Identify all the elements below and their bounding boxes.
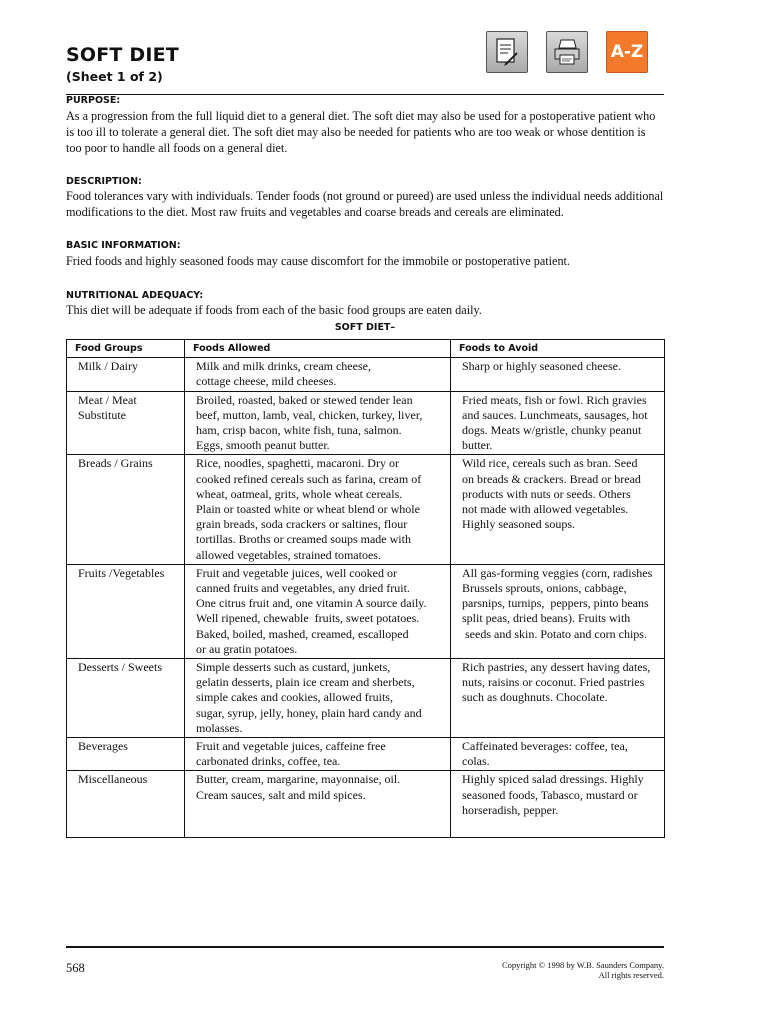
cell-line: Fried meats, fish or fowl. Rich gravies	[462, 392, 647, 407]
food-group-cell: Desserts / Sweets	[67, 659, 185, 738]
cell-line: Rich pastries, any dessert having dates,	[462, 660, 651, 675]
page-subtitle: (Sheet 1 of 2)	[66, 69, 163, 84]
footer-rule	[66, 946, 664, 948]
purpose-heading: PURPOSE:	[66, 95, 121, 106]
foods-to-avoid-cell	[451, 564, 665, 658]
cell-line: Baked, boiled, mashed, creamed, escalloped	[196, 626, 409, 641]
foods-to-avoid-cell	[451, 455, 665, 564]
purpose-text: As a progression from the full liquid diet to a general diet. The soft diet may also be used for a postoperative patient who is too ill to tolerate a general diet. The soft diet may also be needed for patients who are too weak or whose dentition is too poor to handle all foods on a general diet.	[66, 109, 656, 155]
page-number: 568	[66, 961, 85, 975]
document-edit-button[interactable]	[486, 31, 528, 73]
cell-line: or au gratin potatoes.	[196, 641, 298, 656]
cell-line: carbonated drinks, coffee, tea.	[196, 754, 341, 769]
cell-line: tortillas. Broths or creamed soups made with	[196, 532, 411, 547]
cell-line: grain breads, soda crackers or saltines, flour	[196, 517, 408, 532]
description-text: Food tolerances vary with individuals. Tender foods (not ground or pureed) are used unless the individual needs additional modifications to the diet. Most raw fruits and vegetables and coarse breads and cereals are eliminated.	[66, 189, 664, 219]
cell-line: Rice, noodles, spaghetti, macaroni. Dry or	[196, 456, 399, 471]
cell-line: Caffeinated beverages: coffee, tea,	[462, 739, 628, 754]
foods-to-avoid-cell	[451, 659, 665, 738]
foods-allowed-cell	[185, 659, 451, 738]
table-row	[67, 659, 665, 738]
foods-to-avoid-cell	[451, 738, 665, 771]
food-group-cell: Meat / Meat Substitute	[67, 391, 185, 455]
table-header-row	[67, 340, 665, 358]
cell-line: nuts, raisins or coconut. Fried pastries	[462, 675, 645, 690]
food-group-cell: Fruits /Vegetables	[67, 564, 185, 658]
toolbar	[486, 31, 648, 73]
table-row	[67, 771, 665, 838]
basic-information-text: Fried foods and highly seasoned foods may cause discomfort for the immobile or postoperative patient.	[66, 254, 570, 268]
cell-line: Sharp or highly seasoned cheese.	[462, 359, 621, 374]
foods-allowed-cell	[185, 455, 451, 564]
header-rule	[66, 94, 664, 95]
foods-allowed-cell	[185, 391, 451, 455]
page-title: SOFT DIET	[66, 44, 179, 66]
table-row	[67, 391, 665, 455]
table-row	[67, 738, 665, 771]
cell-line: cooked refined cereals such as farina, cream of	[196, 471, 422, 486]
foods-allowed-cell	[185, 738, 451, 771]
nutritional-adequacy-heading: NUTRITIONAL ADEQUACY:	[66, 290, 204, 301]
foods-allowed-cell	[185, 771, 451, 838]
foods-to-avoid-cell	[451, 771, 665, 838]
cell-line: Butter, cream, margarine, mayonnaise, oil.	[196, 772, 401, 787]
column-header-food-groups: Food Groups	[67, 340, 185, 358]
foods-to-avoid-cell	[451, 358, 665, 391]
food-group-cell: Beverages	[67, 738, 185, 771]
document-edit-icon	[494, 37, 520, 67]
cell-line: allowed vegetables, strained tomatoes.	[196, 547, 381, 562]
cell-line: and sauces. Lunchmeats, sausages, hot	[462, 407, 648, 422]
a-z-index-button[interactable]	[606, 31, 648, 73]
copyright-line-2: All rights reserved.	[598, 970, 664, 980]
cell-line: seeds and skin. Potato and corn chips.	[462, 626, 647, 641]
soft-diet-table	[66, 339, 665, 838]
column-header-foods-allowed: Foods Allowed	[185, 340, 451, 358]
cell-line: seasoned foods, Tabasco, mustard or	[462, 787, 638, 802]
cell-line: Fruit and vegetable juices, well cooked or	[196, 565, 397, 580]
table-body	[67, 358, 665, 838]
cell-line: Highly seasoned soups.	[462, 517, 575, 532]
cell-line: sugar, syrup, jelly, honey, plain hard candy and	[196, 705, 422, 720]
cell-line: such as doughnuts. Chocolate.	[462, 690, 608, 705]
food-group-cell: Breads / Grains	[67, 455, 185, 564]
foods-allowed-cell	[185, 564, 451, 658]
foods-allowed-cell	[185, 358, 451, 391]
cell-line: butter.	[462, 438, 493, 453]
cell-line: Well ripened, chewable fruits, sweet potatoes.	[196, 611, 420, 626]
cell-line: Milk and milk drinks, cream cheese,	[196, 359, 371, 374]
a-z-index-icon: A-Z	[607, 32, 647, 72]
cell-line: canned fruits and vegetables, any dried fruit.	[196, 581, 410, 596]
food-group-cell: Miscellaneous	[67, 771, 185, 838]
cell-line: colas.	[462, 754, 490, 769]
print-button[interactable]	[546, 31, 588, 73]
cell-line: split peas, dried beans). Fruits with	[462, 611, 631, 626]
cell-line: parsnips, turnips, peppers, pinto beans	[462, 596, 649, 611]
cell-line: Fruit and vegetable juices, caffeine free	[196, 739, 386, 754]
table-title: SOFT DIET–	[334, 322, 396, 333]
copyright-notice	[502, 960, 664, 980]
copyright-line-1: Copyright © 1998 by W.B. Saunders Company.	[502, 960, 664, 970]
cell-line: ham, crisp bacon, white fish, tuna, salmon.	[196, 423, 402, 438]
basic-information-heading: BASIC INFORMATION:	[66, 240, 181, 251]
cell-line: One citrus fruit and, one vitamin A source daily.	[196, 596, 427, 611]
table-row	[67, 564, 665, 658]
cell-line: Eggs, smooth peanut butter.	[196, 438, 330, 453]
cell-line: Wild rice, cereals such as bran. Seed	[462, 456, 638, 471]
cell-line: simple cakes and cookies, allowed fruits,	[196, 690, 393, 705]
column-header-foods-to-avoid: Foods to Avoid	[451, 340, 665, 358]
cell-line: All gas-forming veggies (corn, radishes	[462, 565, 653, 580]
nutritional-adequacy-text: This diet will be adequate if foods from each of the basic food groups are eaten daily.	[66, 303, 482, 317]
cell-line: molasses.	[196, 720, 243, 735]
cell-line: products with nuts or seeds. Others	[462, 486, 631, 501]
description-heading: DESCRIPTION:	[66, 176, 142, 187]
cell-line: not made with allowed vegetables.	[462, 502, 629, 517]
table-row	[67, 455, 665, 564]
cell-line: dogs. Meats w/gristle, chunky peanut	[462, 423, 642, 438]
foods-to-avoid-cell	[451, 391, 665, 455]
cell-line: Cream sauces, salt and mild spices.	[196, 787, 366, 802]
cell-line: Simple desserts such as custard, junkets,	[196, 660, 391, 675]
cell-line: Plain or toasted white or wheat blend or whole	[196, 502, 420, 517]
cell-line: beef, mutton, lamb, veal, chicken, turkey, liver,	[196, 407, 423, 422]
cell-line: on breads & crackers. Bread or bread	[462, 471, 641, 486]
cell-line: Brussels sprouts, onions, cabbage,	[462, 581, 627, 596]
cell-line: wheat, oatmeal, grits, whole wheat cereals.	[196, 486, 403, 501]
cell-line: Broiled, roasted, baked or stewed tender lean	[196, 392, 413, 407]
cell-line: gelatin desserts, plain ice cream and sherbets,	[196, 675, 415, 690]
printer-icon	[552, 38, 582, 66]
cell-line: Highly spiced salad dressings. Highly	[462, 772, 644, 787]
food-group-cell: Milk / Dairy	[67, 358, 185, 391]
cell-line: horseradish, pepper.	[462, 802, 559, 817]
table-row	[67, 358, 665, 391]
cell-line: cottage cheese, mild cheeses.	[196, 374, 337, 389]
